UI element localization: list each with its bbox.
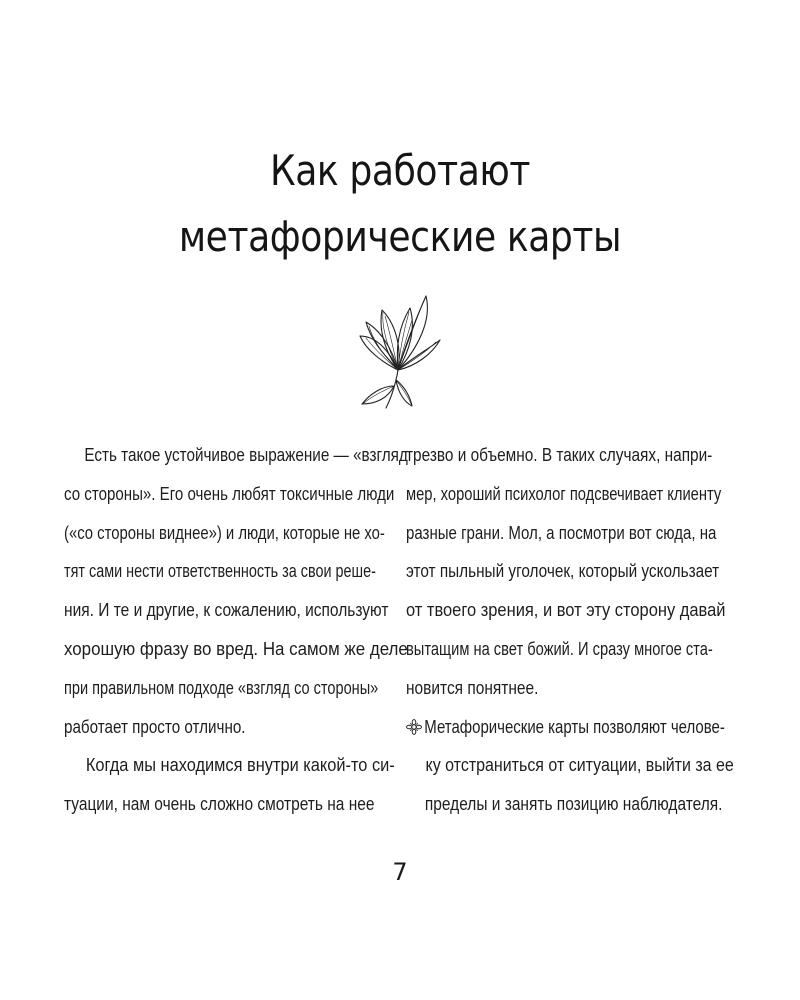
- text-line: Когда мы находимся внутри какой-то си-: [85, 755, 395, 776]
- text-line: от твоего зрения, и вот эту сторону давай: [406, 600, 726, 621]
- text-line: новится понятнее.: [406, 677, 539, 698]
- text-line: мер, хороший психолог подсвечивает клиенту: [406, 483, 722, 504]
- text-column-left: [64, 436, 408, 824]
- text-line: Есть такое устойчивое выражение — «взгляд: [84, 445, 408, 465]
- text-line: ния. И те и другие, к сожалению, используют: [64, 600, 389, 621]
- text-line: этот пыльный уголочек, который ускользает: [406, 561, 720, 582]
- lotus-flower-icon: [352, 292, 444, 412]
- chapter-title-line-1: Как работают: [270, 146, 530, 195]
- text-line: вытащим на свет божий. И сразу многое ста-: [406, 638, 713, 659]
- text-line: трезво и объемно. В таких случаях, напри-: [406, 445, 713, 465]
- text-line: работает просто отлично.: [64, 716, 246, 737]
- chapter-title: [56, 138, 744, 270]
- text-line: хорошую фразу во вред. На самом же деле: [64, 638, 408, 659]
- bullet-item: [406, 708, 734, 824]
- text-column-right: [406, 436, 734, 824]
- text-line: разные грани. Мол, а посмотри вот сюда, на: [406, 522, 717, 543]
- bullet-text-line: пределы и занять позицию наблюдателя.: [424, 794, 723, 815]
- text-line: при правильном подходе «взгляд со стороны»: [64, 677, 379, 698]
- bullet-text-line: Метафорические карты позволяют челове-: [424, 716, 725, 737]
- text-line: тят сами нести ответственность за свои реше-: [64, 561, 376, 582]
- chapter-title-line-2: метафорические карты: [178, 212, 622, 261]
- bullet-text-line: ку отстраниться от ситуации, выйти за ее: [425, 755, 734, 776]
- page-number: 7: [392, 858, 408, 886]
- text-line: со стороны». Его очень любят токсичные люди: [64, 483, 395, 504]
- text-line: («со стороны виднее») и люди, которые не хо-: [64, 522, 385, 543]
- text-line: туации, нам очень сложно смотреть на нее: [64, 794, 375, 815]
